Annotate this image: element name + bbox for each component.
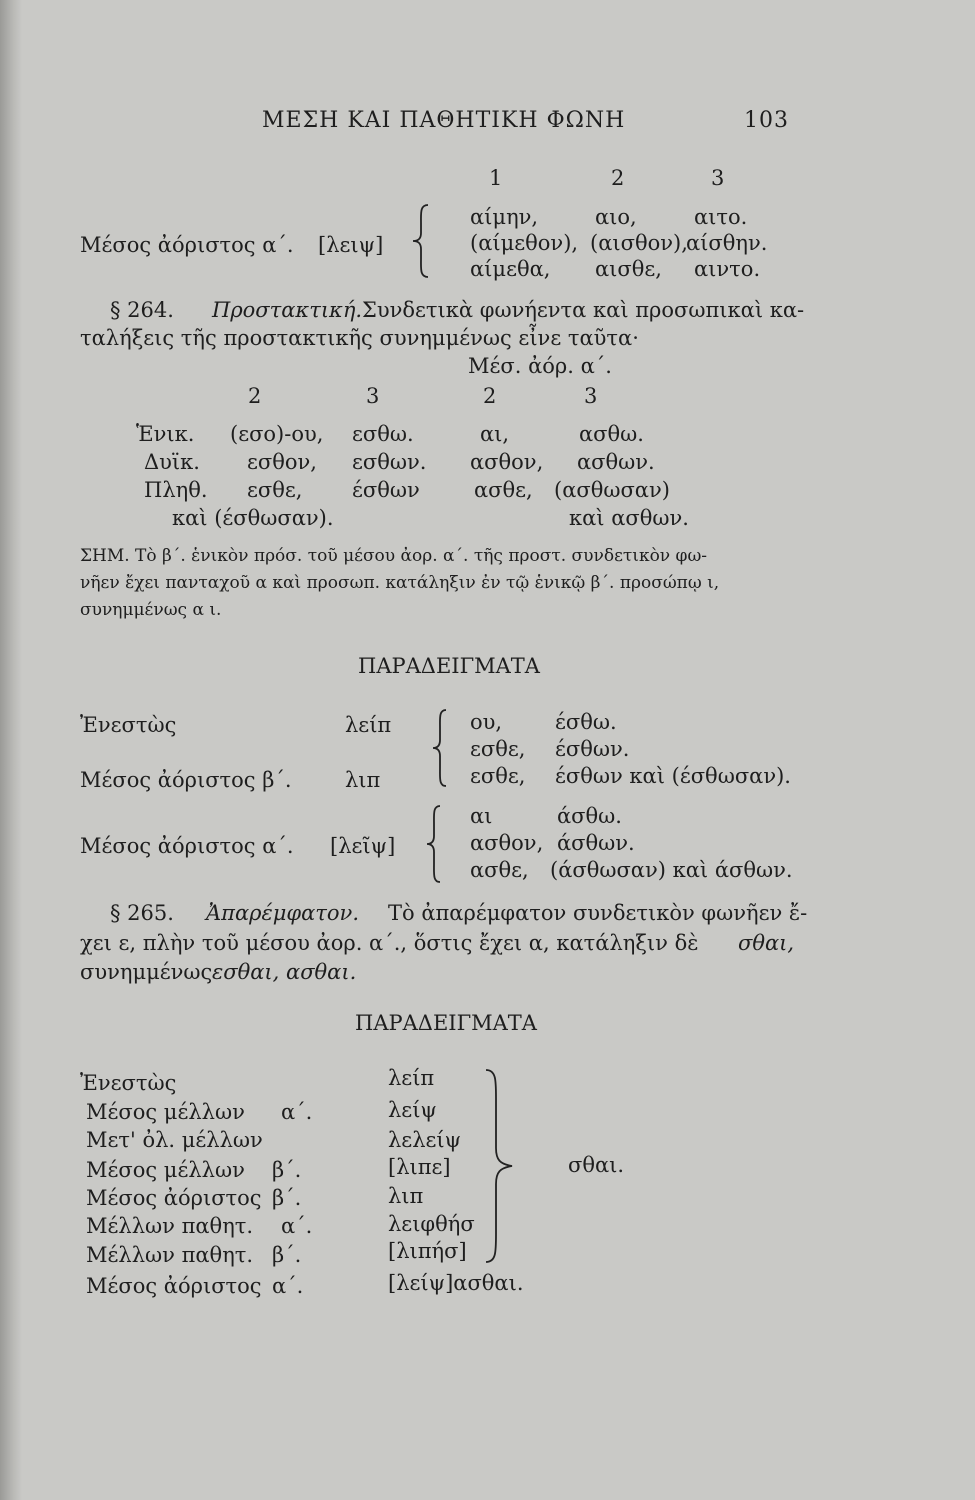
section-264-number: § 264.: [110, 298, 174, 322]
ex1-row3-label: Μέσος ἀόριστος β΄.: [80, 768, 292, 792]
page-number: 103: [744, 108, 789, 133]
aorist-a-r1c3: αιτο.: [694, 205, 748, 229]
ex2-row6-stem: λειφθήσ: [388, 1212, 475, 1236]
section-264-line1: Συνδετικὰ φωνήεντα καὶ προσωπικαὶ κα-: [362, 298, 805, 322]
section-265-line1: Τὸ ἀπαρέμφατον συνδετικὸν φωνῆεν ἔ-: [388, 901, 808, 925]
imp-r1c4: ασθω.: [579, 422, 644, 446]
imp-r1c3: αι,: [480, 422, 510, 446]
col-header-2: 2: [611, 166, 625, 190]
ex2-row3-stem: λελείψ: [388, 1128, 462, 1152]
ex1-row3-stem: λιπ: [345, 768, 381, 792]
page-edge-shadow: [0, 0, 22, 1500]
ex1-row5-c1: ασθον,: [470, 831, 544, 855]
ex1-row2-c2: έσθων.: [555, 737, 630, 761]
ex2-row5-label: Μέσος ἀόριστος: [86, 1186, 262, 1210]
ex1-row1-stem: λείπ: [345, 713, 392, 737]
section-264-title: Προστακτική.: [212, 298, 363, 322]
note-line1: ΣΗΜ. Τὸ β΄. ἑνικὸν πρόσ. τοῦ μέσου ἀορ. α΄. τῆς προστ. συνδετικὸν φω-: [80, 546, 708, 566]
ex1-row3-c1: εσθε,: [470, 764, 526, 788]
imp-col-header-1: 2: [248, 384, 262, 408]
col-header-1: 1: [489, 166, 503, 190]
ex1-row2-c1: εσθε,: [470, 737, 526, 761]
imp-r3c1: εσθε,: [247, 478, 303, 502]
ex1-row1-c2: έσθω.: [555, 710, 617, 734]
imp-extra-right: καὶ ασθων.: [569, 506, 689, 530]
ex2-row4-label: Μέσος μέλλων: [86, 1158, 245, 1182]
ex2-row5-tag: β΄.: [272, 1186, 302, 1210]
ex2-row7-stem: [λιπήσ]: [388, 1239, 467, 1263]
ex2-row2-label: Μέσος μέλλων: [86, 1100, 245, 1124]
ex2-row7-label: Μέλλων παθητ.: [86, 1243, 254, 1267]
aorist-a-r1c2: αιο,: [595, 205, 637, 229]
imp-r1c1: (εσο)-ου,: [230, 422, 324, 446]
section-265-line3a: συνημμένως: [80, 960, 213, 984]
imp-r2c2: εσθων.: [352, 450, 427, 474]
aorist-a-r1c1: αίμην,: [470, 205, 539, 229]
ex2-row4-tag: β΄.: [272, 1158, 302, 1182]
section-264-line2: ταλήξεις τῆς προστακτικῆς συνημμένως εἶνε ταῦτα·: [80, 326, 639, 350]
note-line2: νῆεν ἔχει πανταχοῦ α καὶ προσωπ. κατάληξιν ἐν τῷ ἑνικῷ β΄. προσώπῳ ι,: [80, 573, 720, 593]
right-brace-icon: [482, 1068, 516, 1264]
aorist-a-r2c1: (αίμεθον),: [470, 231, 579, 255]
ex1-row5-c2: άσθων.: [557, 831, 635, 855]
ex2-row6-tag: α΄.: [281, 1214, 313, 1238]
ex2-row7-tag: β΄.: [272, 1243, 302, 1267]
ex2-row3-label: Μετ' ὀλ. μέλλων: [86, 1128, 263, 1152]
imp-r2c4: ασθων.: [577, 450, 655, 474]
ex2-row4-stem: [λιπε]: [388, 1155, 451, 1179]
section-265-line3b: εσθαι, ασθαι.: [212, 960, 357, 984]
imp-r1c2: εσθω.: [352, 422, 414, 446]
section-265-title: Ἀπαρέμφατον.: [206, 901, 359, 925]
ex2-row8-stem: [λείψ]ασθαι.: [388, 1271, 524, 1295]
curly-brace-icon: [410, 203, 432, 279]
imp-r3c4: (ασθωσαν): [554, 478, 670, 502]
ex1-row6-c1: ασθε,: [470, 858, 529, 882]
section-265-line2b: σθαι,: [738, 931, 795, 955]
aorist-a-label: Μέσος ἀόριστος α΄.: [80, 233, 294, 257]
imperative-group-header: Μέσ. ἀόρ. α΄.: [468, 354, 612, 378]
imp-col-header-4: 3: [584, 384, 598, 408]
ex1-row5-stem: [λεῖψ]: [330, 834, 396, 858]
col-header-3: 3: [711, 166, 725, 190]
aorist-a-stem: [λειψ]: [318, 233, 384, 257]
ex1-row6-c2: (άσθωσαν) καὶ άσθων.: [550, 858, 793, 882]
ex1-row5-label: Μέσος ἀόριστος α΄.: [80, 834, 294, 858]
ex2-row1-stem: λείπ: [388, 1066, 435, 1090]
section-265-number: § 265.: [110, 901, 174, 925]
aorist-a-r2c3: αίσθην.: [686, 231, 768, 255]
imp-r3c3: ασθε,: [474, 478, 533, 502]
imp-row-label-du: Δυϊκ.: [144, 450, 200, 474]
imp-row-label-pl: Πληθ.: [144, 478, 208, 502]
section-265-line2a: χει ε, πλὴν τοῦ μέσου ἀορ. α΄., ὅστις ἔχει α, κατάληξιν δὲ: [80, 931, 699, 955]
ex2-row1-label: Ἐνεστὼς: [80, 1071, 177, 1095]
ex1-row4-c1: αι: [470, 804, 493, 828]
ex1-row1-c1: ου,: [470, 710, 503, 734]
ex2-row8-label: Μέσος ἀόριστος: [86, 1274, 262, 1298]
ex1-row4-c2: άσθω.: [557, 804, 622, 828]
ex2-row5-stem: λιπ: [388, 1184, 424, 1208]
curly-brace-icon: [430, 708, 450, 788]
ex2-row2-stem: λείψ: [388, 1098, 437, 1122]
ex2-row8-tag: α΄.: [272, 1274, 304, 1298]
note-line3: συνημμένως α ι.: [80, 600, 222, 620]
ex2-row2-tag: α΄.: [281, 1100, 313, 1124]
examples-2-heading: ΠΑΡΑΔΕΙΓΜΑΤΑ: [355, 1011, 537, 1035]
imp-r2c1: εσθον,: [247, 450, 317, 474]
ex1-row3-c2: έσθων καὶ (έσθωσαν).: [555, 764, 791, 788]
aorist-a-r2c2: (αισθον),: [590, 231, 688, 255]
ex2-row6-label: Μέλλων παθητ.: [86, 1214, 254, 1238]
imp-r2c3: ασθον,: [470, 450, 544, 474]
ex1-row1-label: Ἐνεστὼς: [80, 713, 177, 737]
curly-brace-icon: [424, 804, 444, 884]
aorist-a-r3c2: αισθε,: [595, 257, 662, 281]
imp-col-header-2: 3: [366, 384, 380, 408]
ex2-ending: σθαι.: [568, 1153, 625, 1177]
imp-col-header-3: 2: [483, 384, 497, 408]
aorist-a-r3c3: αιντο.: [694, 257, 761, 281]
examples-1-heading: ΠΑΡΑΔΕΙΓΜΑΤΑ: [358, 654, 540, 678]
imp-extra-left: καὶ (έσθωσαν).: [172, 506, 334, 530]
aorist-a-r3c1: αίμεθα,: [470, 257, 551, 281]
imp-r3c2: έσθων: [352, 478, 420, 502]
imp-row-label-sg: Ἑνικ.: [136, 422, 195, 446]
running-header-title: ΜΕΣΗ ΚΑΙ ΠΑΘΗΤΙΚΗ ΦΩΝΗ: [262, 108, 626, 133]
